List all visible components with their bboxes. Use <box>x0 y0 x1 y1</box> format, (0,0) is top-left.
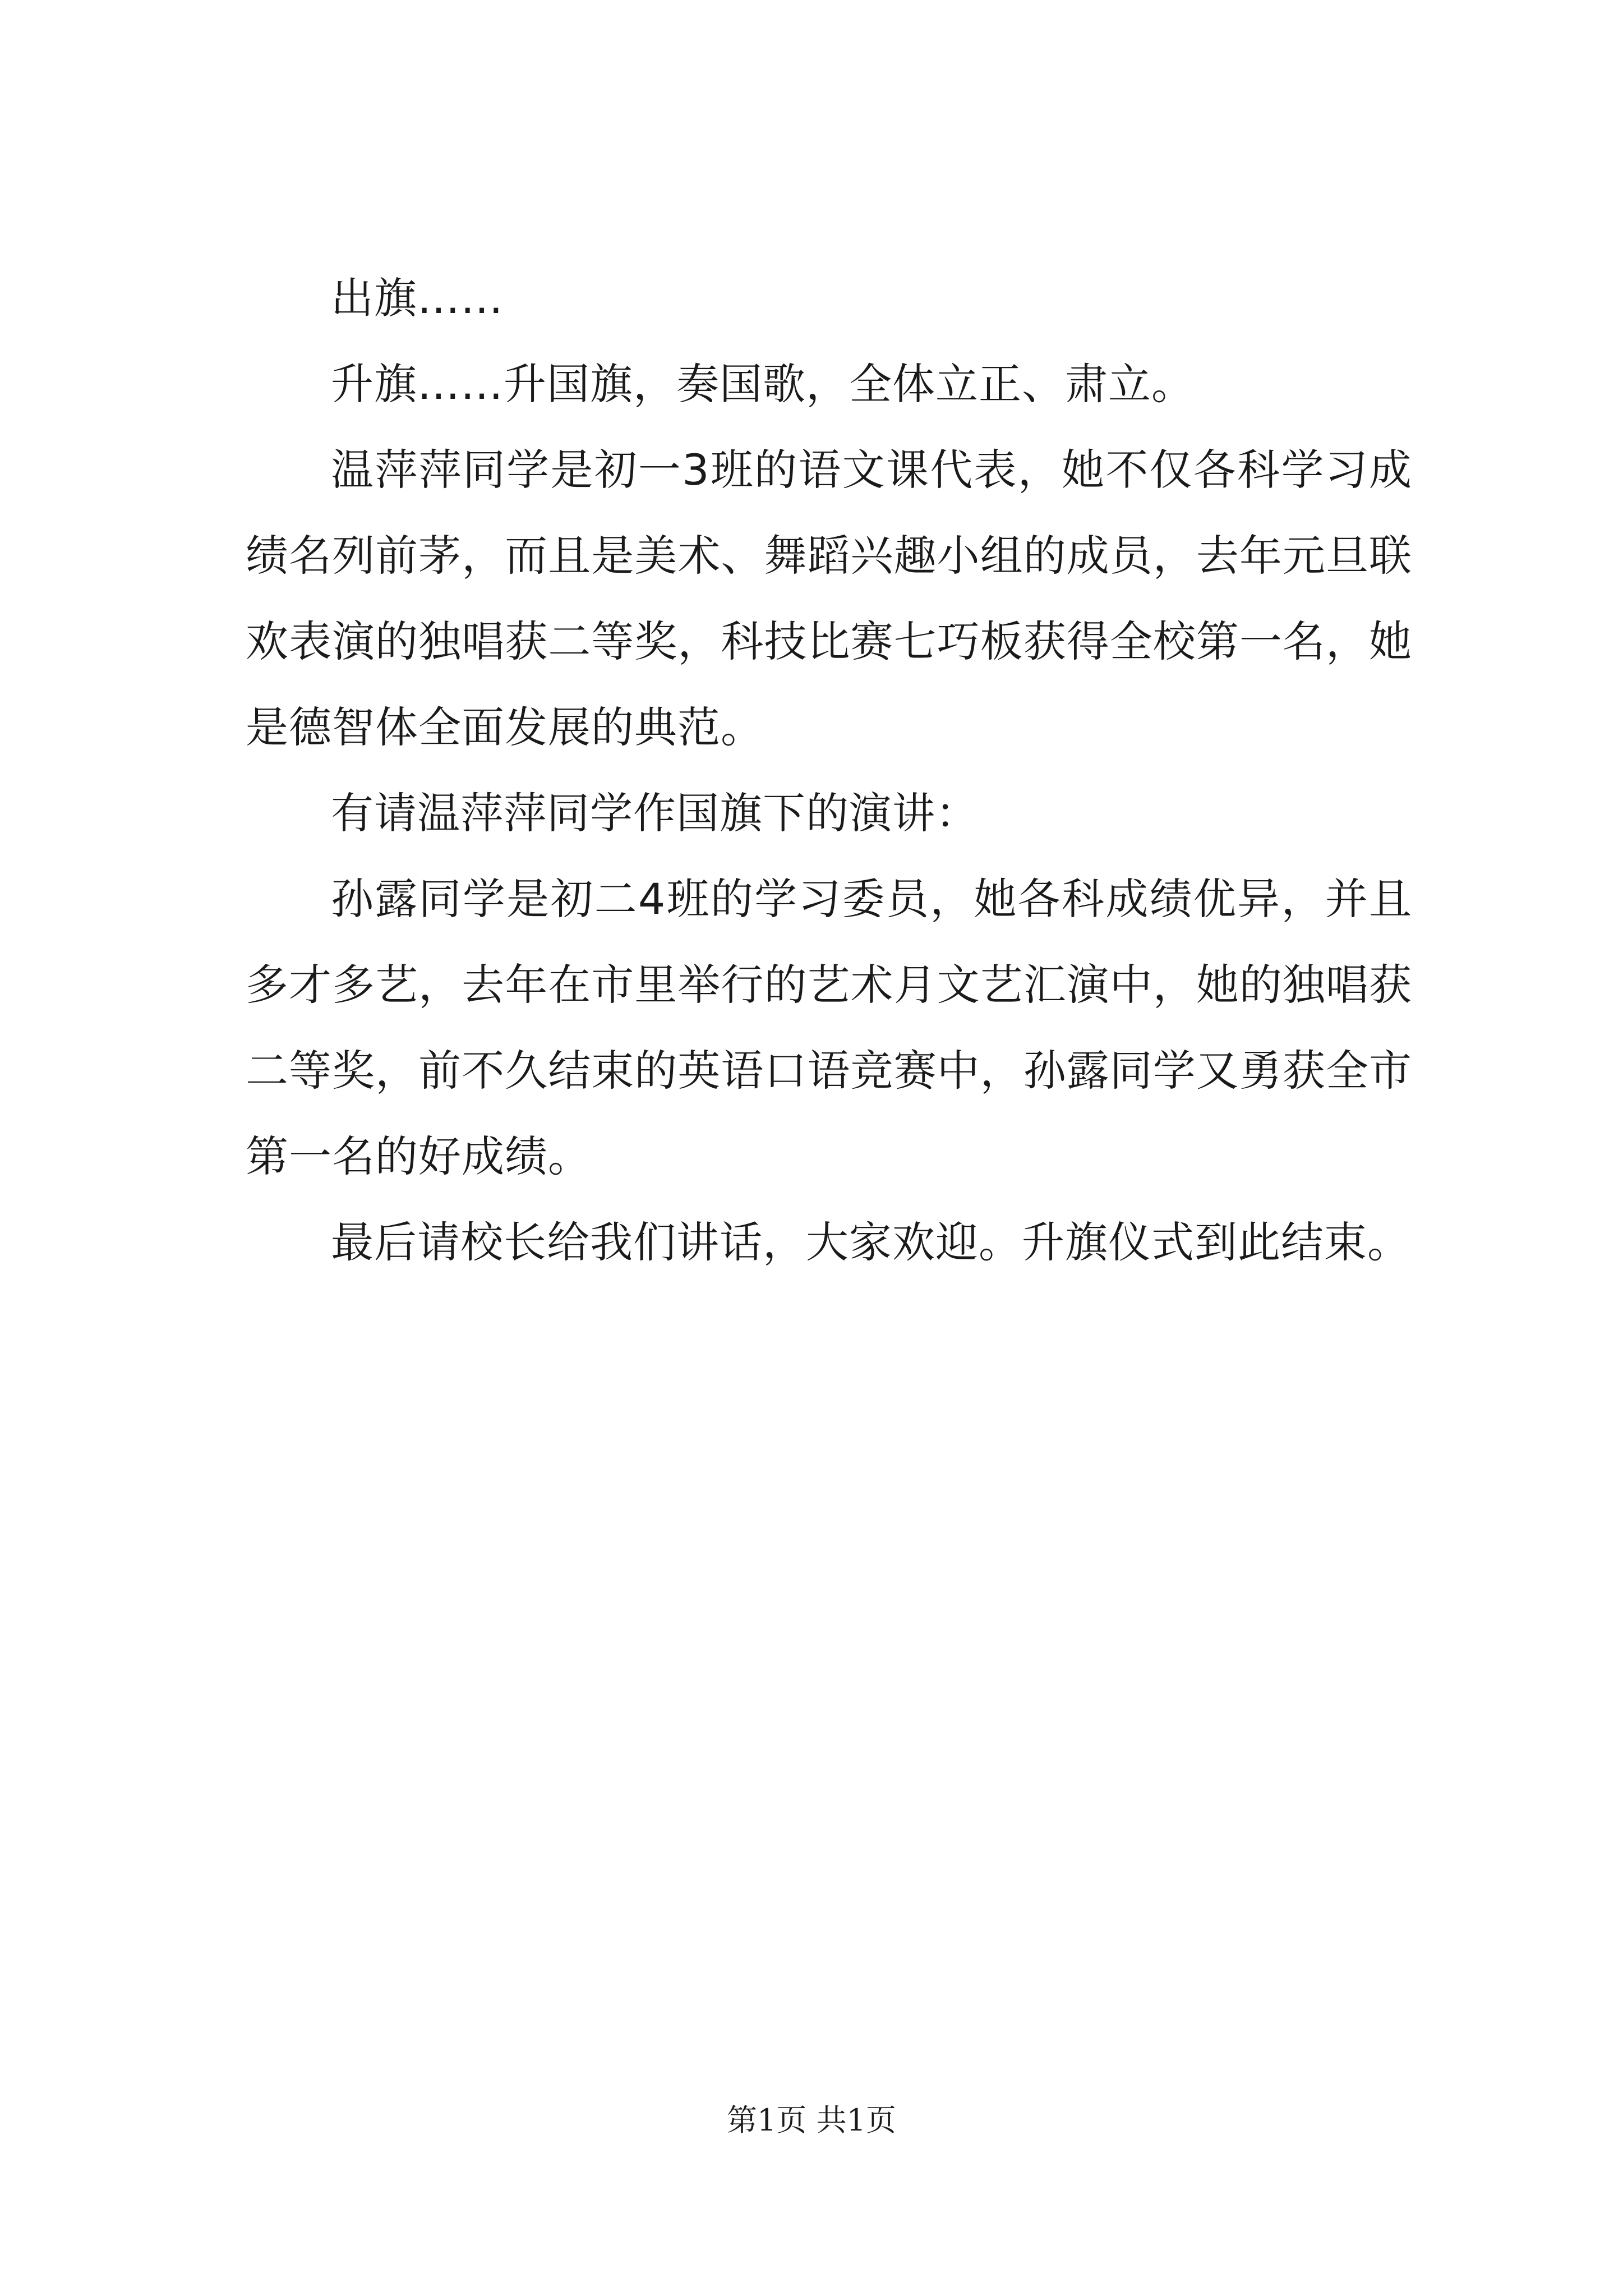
page-number-footer: 第1页 共1页 <box>727 2102 896 2138</box>
paragraph-student-intro-wen: 温萍萍同学是初一3班的语文课代表，她不仅各科学习成绩名列前茅，而且是美术、舞蹈兴趣小组的成员，去年元旦联欢表演的独唱获二等奖，科技比赛七巧板获得全校第一名，她是德智体全面发展的典范。 <box>246 445 1412 752</box>
paragraph-speech-invite: 有请温萍萍同学作国旗下的演讲： <box>331 788 979 838</box>
paragraph-flag-raising: 升旗……升国旗，奏国歌，全体立正、肃立。 <box>331 359 1195 409</box>
document-body <box>246 255 1412 1285</box>
paragraph-student-intro-sun: 孙露同学是初二4班的学习委员，她各科成绩优异，并且多才多艺，去年在市里举行的艺术月文艺汇演中，她的独唱获二等奖，前不久结束的英语口语竞赛中，孙露同学又勇获全市第一名的好成绩。 <box>246 874 1412 1181</box>
paragraph-flag-out: 出旗…… <box>331 273 504 323</box>
paragraph-closing: 最后请校长给我们讲话，大家欢迎。升旗仪式到此结束。 <box>331 1217 1410 1267</box>
